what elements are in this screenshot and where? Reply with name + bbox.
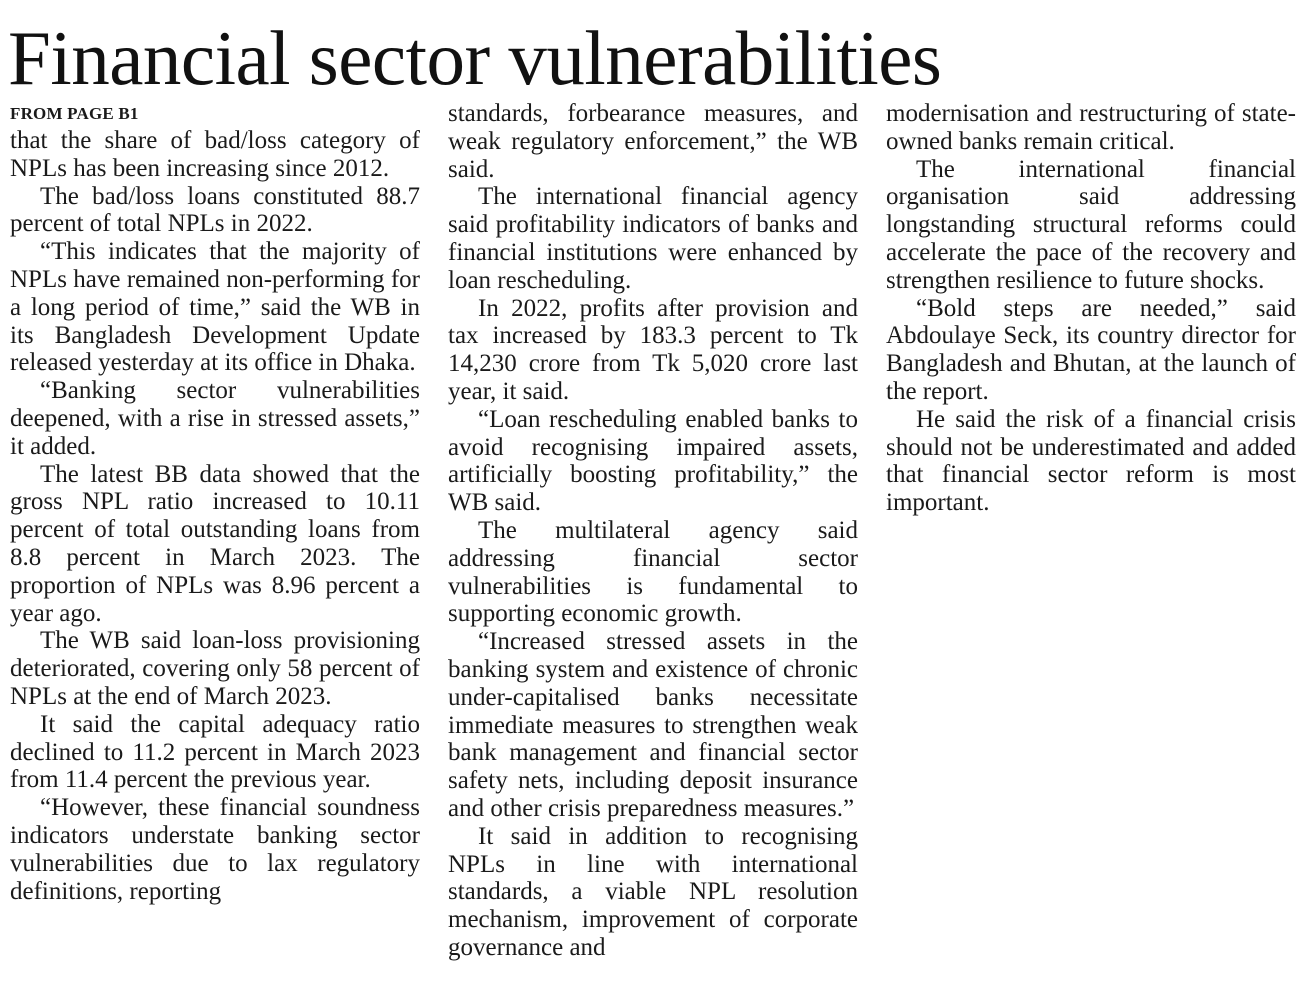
- paragraph: “Bold steps are needed,” said Abdoulaye Seck, its country director for Bangladesh and Bhutan, at the launch of the report.: [886, 294, 1296, 405]
- article-column-1: [10, 100, 420, 905]
- paragraph: “Banking sector vulnerabilities deepened, with a rise in stressed assets,” it added.: [10, 377, 420, 460]
- paragraph: modernisation and restructuring of state-owned banks remain critical.: [886, 100, 1296, 155]
- paragraph: standards, forbearance measures, and weak regulatory enforcement,” the WB said.: [448, 100, 858, 183]
- paragraph: “Increased stressed assets in the banking system and existence of chronic under-capitalised banks necessitate immediate measures to strengthen weak bank management and financial sector safety nets, including deposit insurance and other crisis preparedness measures.”: [448, 628, 858, 822]
- article-column-2: [448, 100, 858, 962]
- paragraph: The multilateral agency said addressing financial sector vulnerabilities is fundamental to supporting economic growth.: [448, 516, 858, 628]
- paragraph: that the share of bad/loss category of NPLs has been increasing since 2012.: [10, 127, 420, 182]
- paragraph: “This indicates that the majority of NPLs have remained non-performing for a long period of time,” said the WB in its Bangladesh Development Update released yesterday at its office in Dhaka.: [10, 238, 420, 377]
- paragraph: “However, these financial soundness indicators understate banking sector vulnerabilities due to lax regulatory definitions, reporting: [10, 794, 420, 905]
- article-column-3: [886, 100, 1296, 517]
- paragraph: The latest BB data showed that the gross NPL ratio increased to 10.11 percent of total outstanding loans from 8.8 percent in March 2023. The proportion of NPLs was 8.96 percent a year ago.: [10, 460, 420, 627]
- headline: Financial sector vulnerabilities: [8, 15, 942, 101]
- paragraph: It said the capital adequacy ratio declined to 11.2 percent in March 2023 from 11.4 percent the previous year.: [10, 710, 420, 794]
- paragraph: The international financial agency said profitability indicators of banks and financial institutions were enhanced by loan rescheduling.: [448, 183, 858, 294]
- paragraph: “Loan rescheduling enabled banks to avoid recognising impaired assets, artificially boosting profitability,” the WB said.: [448, 405, 858, 517]
- paragraph: The bad/loss loans constituted 88.7 percent of total NPLs in 2022.: [10, 182, 420, 238]
- paragraph: The international financial organisation said addressing longstanding structural reforms could accelerate the pace of the recovery and strengthen resilience to future shocks.: [886, 155, 1296, 294]
- paragraph: The WB said loan-loss provisioning deteriorated, covering only 58 percent of NPLs at the end of March 2023.: [10, 627, 420, 710]
- paragraph: It said in addition to recognising NPLs in line with international standards, a viable NPL resolution mechanism, improvement of corporate governance and: [448, 822, 858, 961]
- paragraph: He said the risk of a financial crisis should not be underestimated and added that financial sector reform is most important.: [886, 405, 1296, 517]
- paragraph: In 2022, profits after provision and tax increased by 183.3 percent to Tk 14,230 crore from Tk 5,020 crore last year, it said.: [448, 294, 858, 405]
- jump-line: FROM PAGE B1: [10, 104, 139, 123]
